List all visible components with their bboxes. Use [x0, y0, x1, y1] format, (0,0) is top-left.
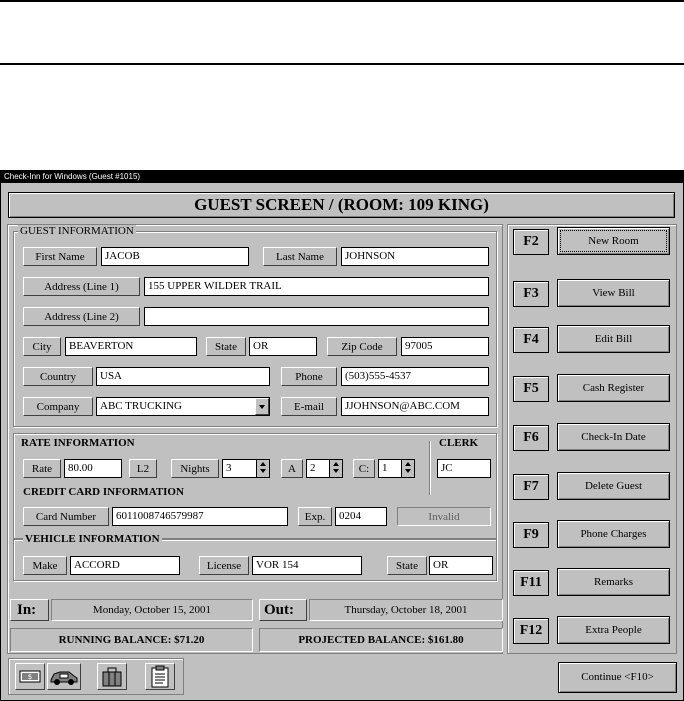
city-field[interactable]: BEAVERTON [65, 337, 197, 356]
phone-field[interactable]: (503)555-4537 [341, 367, 489, 386]
phone-label: Phone [281, 367, 337, 386]
check-in-label: In: [10, 599, 49, 621]
fkey-f12-button[interactable]: Extra People [557, 616, 670, 644]
spin-up-icon [333, 462, 339, 466]
vehicle-info-title: VEHICLE INFORMATION [25, 533, 160, 545]
luggage-icon[interactable] [97, 663, 127, 690]
vehicle-state-label: State [387, 556, 427, 575]
license-field[interactable]: VOR 154 [252, 556, 362, 575]
clipboard-icon[interactable] [145, 663, 175, 690]
fkey-f4-label: F4 [513, 327, 549, 353]
svg-text:$: $ [27, 673, 33, 681]
check-out-label: Out: [259, 599, 307, 621]
company-value: ABC TRUCKING [100, 400, 183, 412]
last-name-field[interactable]: JOHNSON [341, 247, 489, 266]
spin-up-icon [405, 462, 411, 466]
fkey-f6-label: F6 [513, 425, 549, 451]
state-field[interactable]: OR [249, 337, 317, 356]
check-in-date: Monday, October 15, 2001 [51, 599, 253, 621]
fkey-f9-button[interactable]: Phone Charges [557, 520, 670, 548]
email-label: E-mail [281, 397, 337, 416]
fkey-f3-button[interactable]: View Bill [557, 279, 670, 307]
continue-button[interactable]: Continue <F10> [558, 662, 677, 693]
children-label: C: [353, 459, 375, 478]
children-field[interactable]: 1 [378, 459, 402, 478]
window-title: Check-Inn for Windows (Guest #1015) [1, 171, 683, 183]
fkey-f7-label: F7 [513, 474, 549, 500]
children-spinner[interactable] [401, 459, 415, 478]
running-balance: RUNNING BALANCE: $71.20 [10, 628, 253, 652]
nights-spinner[interactable] [256, 459, 270, 478]
address1-field[interactable]: 155 UPPER WILDER TRAIL [144, 277, 489, 296]
spin-down-icon [405, 469, 411, 473]
zip-label: Zip Code [327, 337, 397, 356]
company-label: Company [23, 397, 93, 416]
first-name-field[interactable]: JACOB [101, 247, 249, 266]
fkey-f11-label: F11 [513, 570, 549, 596]
adults-label: A [281, 459, 303, 478]
nights-field[interactable]: 3 [222, 459, 258, 478]
guest-info-title: GUEST INFORMATION [20, 225, 134, 237]
city-label: City [23, 337, 61, 356]
card-status-badge: Invalid [397, 507, 491, 526]
clerk-divider [429, 441, 431, 495]
projected-balance: PROJECTED BALANCE: $161.80 [259, 628, 503, 652]
vehicle-state-field[interactable]: OR [429, 556, 493, 575]
fkey-f3-label: F3 [513, 281, 549, 307]
money-icon[interactable] [15, 663, 45, 690]
credit-card-title: CREDIT CARD INFORMATION [23, 486, 184, 498]
exp-field[interactable]: 0204 [335, 507, 387, 526]
card-number-label: Card Number [23, 507, 109, 526]
fkey-f2-button[interactable]: New Room [557, 227, 670, 255]
fkey-f6-button[interactable]: Check-In Date [557, 423, 670, 451]
page-title: GUEST SCREEN / (ROOM: 109 KING) [194, 195, 489, 214]
app-window [0, 170, 684, 701]
fkey-f11-button[interactable]: Remarks [557, 568, 670, 596]
rate-info-title: RATE INFORMATION [21, 437, 135, 449]
page-header [8, 192, 675, 218]
clerk-label: CLERK [439, 437, 479, 449]
card-number-field[interactable]: 6011008746579987 [112, 507, 288, 526]
clerk-field[interactable]: JC [437, 459, 491, 478]
fkey-f2-label: F2 [513, 229, 549, 255]
email-field[interactable]: JJOHNSON@ABC.COM [341, 397, 489, 416]
rate-label: Rate [23, 459, 61, 478]
make-label: Make [23, 556, 67, 575]
nights-label: Nights [171, 459, 219, 478]
check-out-date: Thursday, October 18, 2001 [309, 599, 503, 621]
rate-field[interactable]: 80.00 [64, 459, 122, 478]
chevron-down-icon [259, 405, 265, 409]
separator-rule [0, 63, 684, 65]
fkey-f7-button[interactable]: Delete Guest [557, 472, 670, 500]
spin-up-icon [260, 462, 266, 466]
spin-down-icon [333, 469, 339, 473]
last-name-label: Last Name [263, 247, 337, 266]
license-label: License [199, 556, 249, 575]
adults-spinner[interactable] [329, 459, 343, 478]
country-label: Country [23, 367, 93, 386]
fkey-f12-label: F12 [513, 618, 549, 644]
address2-label: Address (Line 2) [23, 307, 140, 326]
top-rule [0, 0, 684, 2]
address1-label: Address (Line 1) [23, 277, 140, 296]
state-label: State [206, 337, 246, 356]
adults-field[interactable]: 2 [306, 459, 330, 478]
car-icon[interactable] [47, 663, 81, 690]
fkey-f9-label: F9 [513, 522, 549, 548]
zip-field[interactable]: 97005 [401, 337, 489, 356]
fkey-f5-button[interactable]: Cash Register [557, 374, 670, 402]
make-field[interactable]: ACCORD [70, 556, 180, 575]
country-field[interactable]: USA [96, 367, 270, 386]
company-select[interactable] [96, 397, 270, 416]
exp-label: Exp. [298, 507, 332, 526]
address2-field[interactable] [144, 307, 489, 326]
spin-down-icon [260, 469, 266, 473]
fkey-f4-button[interactable]: Edit Bill [557, 325, 670, 353]
first-name-label: First Name [23, 247, 97, 266]
rate-code: L2 [129, 459, 157, 478]
fkey-f5-label: F5 [513, 376, 549, 402]
company-dropdown-button[interactable] [255, 398, 269, 415]
